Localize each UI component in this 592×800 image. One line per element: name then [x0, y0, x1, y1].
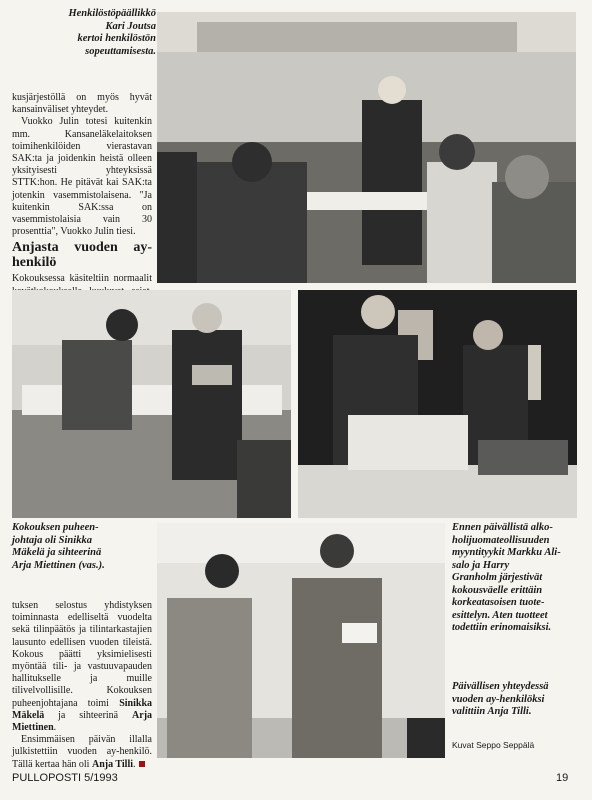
person-name: Sinikka Mäkelä — [12, 697, 153, 721]
page-number: 19 — [556, 772, 569, 784]
article-paragraph: Kokouksessa käsiteltiin normaalit — [12, 273, 152, 285]
article-column-1 — [12, 92, 152, 310]
article-paragraph: Ensimmäisen päivän illalla julkistettiin vuoden ay-henkilö. Tällä kertaa hän oli Anja Tilli. — [12, 734, 152, 770]
person-name: Anja Tilli — [91, 758, 134, 770]
photo-credit: Kuvat Seppo Seppälä — [452, 740, 535, 750]
footer-magazine: PULLOPOSTI 5/1993 — [12, 772, 118, 784]
caption-award: Päivällisen yhteydessä vuoden ay-henkilöksi valittiin Anja Tilli. — [452, 681, 549, 717]
caption-chair: Kokouksen puheen- johtaja oli Sinikka Mäkelä ja sihteerinä Arja Miettinen (vas.). — [12, 522, 105, 571]
photo-speaker — [157, 12, 576, 283]
article-column-2 — [12, 600, 152, 771]
person-name: Arja Miettinen — [12, 709, 153, 734]
article-paragraph: tuksen selostus yhdistyksen toiminnasta edelliseltä vuodelta sekä tilinpäätös ja tilintarkastajien lausunto edellisen vuoden tileistä. Kokous päätti yksimielisesti myöntää tili- ja vastuuvapauden hallitukselle ja muille tilivelvollisille. Kokouksen puheenjohtajana toimi Sinikka Mäkelä ja sihteerinä Arja Miettinen. — [12, 600, 153, 734]
caption-speaker: Henkilöstöpäällikkö Kari Joutsa kertoi henkilöstön sopeuttamisesta. — [68, 8, 156, 57]
photo-chair-secretary — [12, 290, 291, 518]
caption-product: Ennen päivällistä alko- holijuomateollisuuden myyntityykit Markku Ali- salo ja Harry Granholm järjestivät kokousväelle erittäin korkeatasoisen tuote- esittelyn. Aten tuotteet todettiin erinomaisiksi. — [452, 522, 561, 633]
article-subheading: Anjasta vuoden ay-henkilö — [12, 240, 152, 271]
article-paragraph: Vuokko Julin totesi kuitenkin mm. Kansaneläkelaitoksen toimihenkilöiden vierastavan SAK:ta ja joidenkin heistä olleen yksityisesti yhteyksissä STTK:hon. He pitävät kai SAK:ta jotenkin vasemmistolaisena. "Ja kuitenkin SAK:ssa on vasemmistolaisia vain 30 prosenttia", Vuokko Julin tiesi. — [12, 116, 152, 238]
photo-product-presentation — [298, 290, 577, 518]
photo-award — [157, 523, 445, 758]
article-paragraph: kusjärjestöllä on myös hyvät kansainväliset yhteydet. — [12, 92, 152, 116]
end-mark-icon — [139, 761, 145, 767]
